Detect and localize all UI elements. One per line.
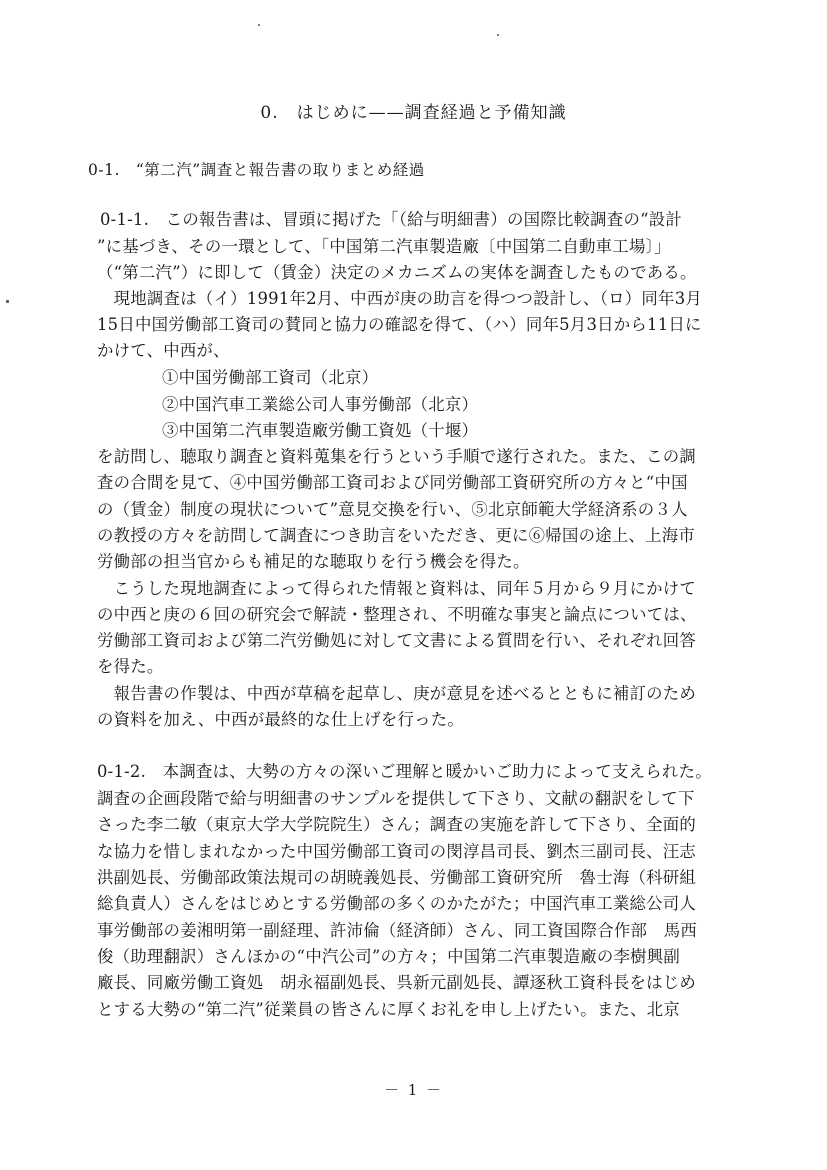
body-line: 15日中国労働部工資司の賛同と協力の確認を得て、（ハ）同年5月3日から11日に: [97, 315, 702, 334]
body-line: を訪問し、聴取り調査と資料蒐集を行うという手順で遂行された。また、この調: [97, 447, 697, 466]
body-line: さった李二敏（東京大学大学院院生）さん；調査の実施を許して下さり、全面的: [97, 815, 697, 834]
body-line: 労働部の担当官からも補足的な聴取りを行う機会を得た。: [97, 552, 530, 571]
body-line: 調査の企画段階で給与明細書のサンプルを提供して下さり、文献の翻訳をして下: [97, 789, 695, 808]
scan-speck: [258, 24, 260, 26]
body-line: の教授の方々を訪問して調査につき助言をいただき、更に⑥帰国の途上、上海市: [97, 526, 696, 545]
chapter-title: 0. はじめに——調査経過と予備知識: [260, 103, 567, 123]
body-line: 俊（助理翻訳）さんほかの“中汽公司”の方々；中国第二汽車製造廠の李樹興副: [97, 947, 681, 966]
body-line: 廠長、同廠労働工資処 胡永福副処長、呉新元副処長、譚逐秋工資科長をはじめ: [97, 973, 697, 992]
list-item: ①中国労働部工資司（北京）: [162, 368, 379, 387]
body-line: かけて、中西が、: [97, 341, 230, 360]
scan-speck: [6, 300, 9, 303]
body-line: の中西と庚の６回の研究会で解読・整理され、不明確な事実と論点については、: [97, 605, 697, 624]
scan-speck: [497, 34, 499, 36]
body-line: ”に基づき、その一環として、「中国第二汽車製造廠〔中国第二自動車工場〕」: [97, 237, 671, 256]
body-line: の資料を加え、中西が最終的な仕上げを行った。: [97, 710, 465, 729]
body-line: こうした現地調査によって得られた情報と資料は、同年５月から９月にかけて: [97, 579, 697, 598]
section-heading: 0-1. “第二汽”調査と報告書の取りまとめ経過: [88, 161, 425, 179]
body-line: （“第二汽”）に即して（賃金）決定のメカニズムの実体を調査したものである。: [97, 263, 697, 282]
body-line: 事労働部の姜湘明第一副経理、許沛倫（経済師）さん、同工資国際合作部 馬西: [97, 921, 698, 940]
body-line: 0-1-2. 本調査は、大勢の方々の深いご理解と暖かいご助力によって支えられた。: [97, 762, 712, 781]
body-line: 査の合間を見て、④中国労働部工資司および同労働部工資研究所の方々と“中国: [97, 473, 688, 492]
body-line: 洪副処長、労働部政策法規司の胡暁義処長、労働部工資研究所 魯士海（科研組: [97, 868, 697, 887]
body-line: な協力を惜しまれなかった中国労働部工資司の閔淳昌司長、劉杰三副司長、汪志: [97, 842, 697, 861]
body-line: を得た。: [97, 657, 164, 676]
body-line: の（賃金）制度の現状について”意見交換を行い、⑤北京師範大学経済系の３人: [97, 500, 688, 519]
body-line: 労働部工資司および第二汽労働処に対して文書による質問を行い、それぞれ回答: [97, 631, 697, 650]
list-item: ③中国第二汽車製造廠労働工資処（十堰）: [162, 421, 479, 440]
body-line: とする大勢の“第二汽”従業員の皆さんに厚くお礼を申し上げたい。また、北京: [97, 1000, 681, 1019]
list-item: ②中国汽車工業総公司人事労働部（北京）: [162, 395, 479, 414]
page-number: － 1 －: [383, 1081, 444, 1099]
body-line: 現地調査は（イ）1991年2月、中西が庚の助言を得つつ設計し、（ロ）同年3月: [97, 289, 703, 308]
body-line: 0-1-1. この報告書は、冒頭に掲げた「（給与明細書）の国際比較調査の“設計: [100, 210, 682, 229]
body-line: 報告書の作製は、中西が草稿を起草し、庚が意見を述べるとともに補訂のため: [97, 684, 697, 703]
body-line: 総負責人）さんをはじめとする労働部の多くのかたがた；中国汽車工業総公司人: [97, 894, 697, 913]
